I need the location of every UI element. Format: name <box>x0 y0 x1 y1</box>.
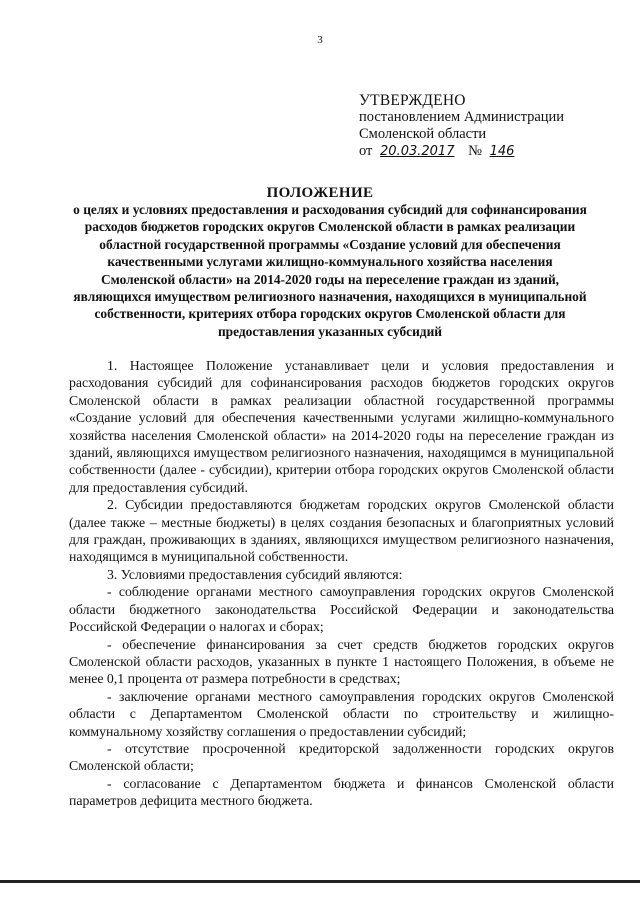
document-subtitle: о целях и условиях предоставления и расходования субсидий для софинансирования расходов бюджетов городских округов Смоленской области в рамках реализации областной государственной программы «Создание условий для обеспечения качественными услугами жилищно-коммунального хозяйства населения Смоленской области» на 2014-2020 годы на переселение граждан из зданий, являющихся имуществом религиозного назначения, находящихся в муниципальной собственности, критериях отбора городских округов Смоленской области для предоставления указанных субсидий <box>73 202 587 339</box>
page-number: 3 <box>317 34 323 46</box>
paragraph-2: 2. Субсидии предоставляются бюджетам городских округов Смоленской области (далее также – местные бюджеты) в целях создания безопасных и благоприятных условий для граждан, проживающих в зданиях, являющихся имуществом религиозного назначения, находящимся в муниципальной собственности. <box>69 497 614 565</box>
condition-item: - соблюдение органами местного самоуправления городских округов Смоленской области бюджетного законодательства Российской Федерации и законодательства Российской Федерации о налогах и сборах; <box>69 584 614 635</box>
approval-date-line <box>359 143 564 160</box>
condition-item: - согласование с Департаментом бюджета и финансов Смоленской области параметров дефицита местного бюджета. <box>69 775 614 809</box>
bottom-divider <box>0 880 640 883</box>
condition-item: - отсутствие просроченной кредиторской задолженности городских округов Смоленской области; <box>69 740 614 774</box>
condition-item: - обеспечение финансирования за счет средств бюджетов городских округов Смоленской области расходов, указанных в пункте 1 настоящего Положения, в объеме не менее 0,1 процента от размера потребности в средствах; <box>69 636 614 687</box>
number-sign: № <box>468 143 482 159</box>
approval-line-1: постановлением Администрации <box>359 109 565 125</box>
handwritten-date: 20.03.2017 <box>380 144 455 159</box>
document-body <box>69 357 614 810</box>
handwritten-number: 146 <box>489 144 515 159</box>
paragraph-3: 3. Условиями предоставления субсидий являются: <box>107 566 403 582</box>
approval-line-2: Смоленской области <box>359 126 487 142</box>
approval-stamp <box>359 92 564 160</box>
document-title: ПОЛОЖЕНИЕ <box>266 185 374 201</box>
condition-item: - заключение органами местного самоуправления городских округов Смоленской области с Департаментом Смоленской области по строительству и жилищно-коммунальному хозяйству соглашения о предоставлении субсидий; <box>69 688 614 739</box>
paragraph-1: 1. Настоящее Положение устанавливает цели и условия предоставления и расходования субсидий для софинансирования расходов бюджетов городских округов Смоленской области в рамках реализации областной государственной программы «Создание условий для обеспечения качественными услугами жилищно-коммунального хозяйства населения Смоленской области» на 2014-2020 годы на переселение граждан из зданий, являющихся имуществом религиозного назначения, находящимся в муниципальной собственности (далее - субсидии), критерии отбора городских округов Смоленской области для предоставления субсидий. <box>69 358 614 495</box>
date-prefix: от <box>359 143 373 159</box>
approval-heading: УТВЕРЖДЕНО <box>359 92 466 109</box>
